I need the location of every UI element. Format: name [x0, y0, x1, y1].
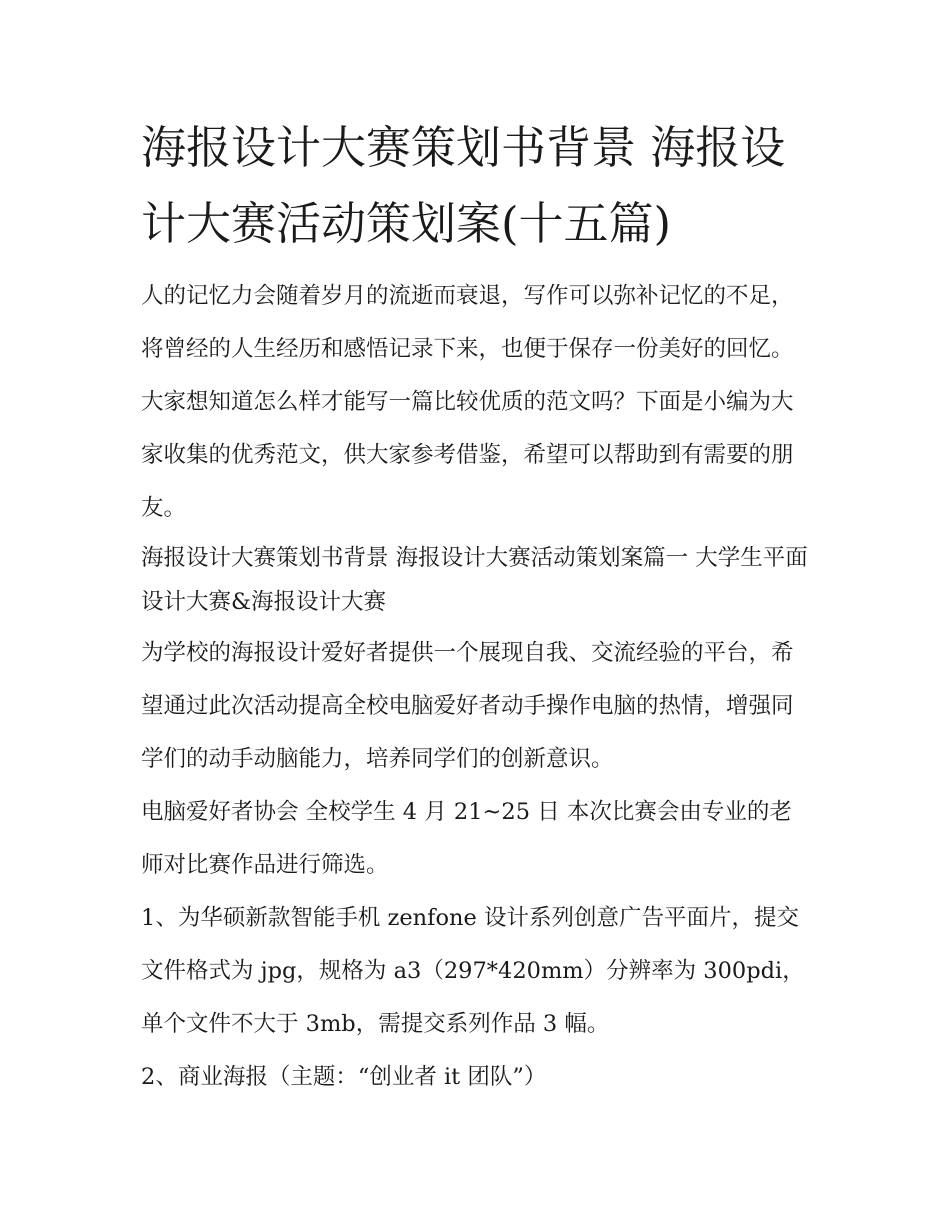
organizer-paragraph: 电脑爱好者协会 全校学生 4 月 21~25 日 本次比赛会由专业的老师对比赛作品进行筛选。 [141, 799, 792, 878]
requirement-item-2: 2、商业海报（主题：“创业者 it 团队”） [141, 1064, 547, 1090]
document-title: 海报设计大赛策划书背景 海报设计大赛活动策划案(十五篇) [141, 121, 786, 250]
section-heading: 海报设计大赛策划书背景 海报设计大赛活动策划案篇一 大学生平面设计大赛&海报设计大赛 [141, 545, 808, 615]
intro-paragraph: 人的记忆力会随着岁月的流逝而衰退，写作可以弥补记忆的不足，将曾经的人生经历和感悟记录下来，也便于保存一份美好的回忆。大家想知道怎么样才能写一篇比较优质的范文吗？下面是小编为大家收集的优秀范文，供大家参考借鉴，希望可以帮助到有需要的朋友。 [141, 283, 794, 521]
document-body [141, 110, 813, 1104]
requirement-item-1: 1、为华硕新款智能手机 zenfone 设计系列创意广告平面片，提交文件格式为 jpg，规格为 a3（297*420mm）分辨率为 300pdi，单个文件不大于 3mb，需提交系列作品 3 幅。 [141, 905, 805, 1037]
purpose-paragraph: 为学校的海报设计爱好者提供一个展现自我、交流经验的平台，希望通过此次活动提高全校电脑爱好者动手操作电脑的热情，增强同学们的动手动脑能力，培养同学们的创新意识。 [141, 640, 794, 772]
